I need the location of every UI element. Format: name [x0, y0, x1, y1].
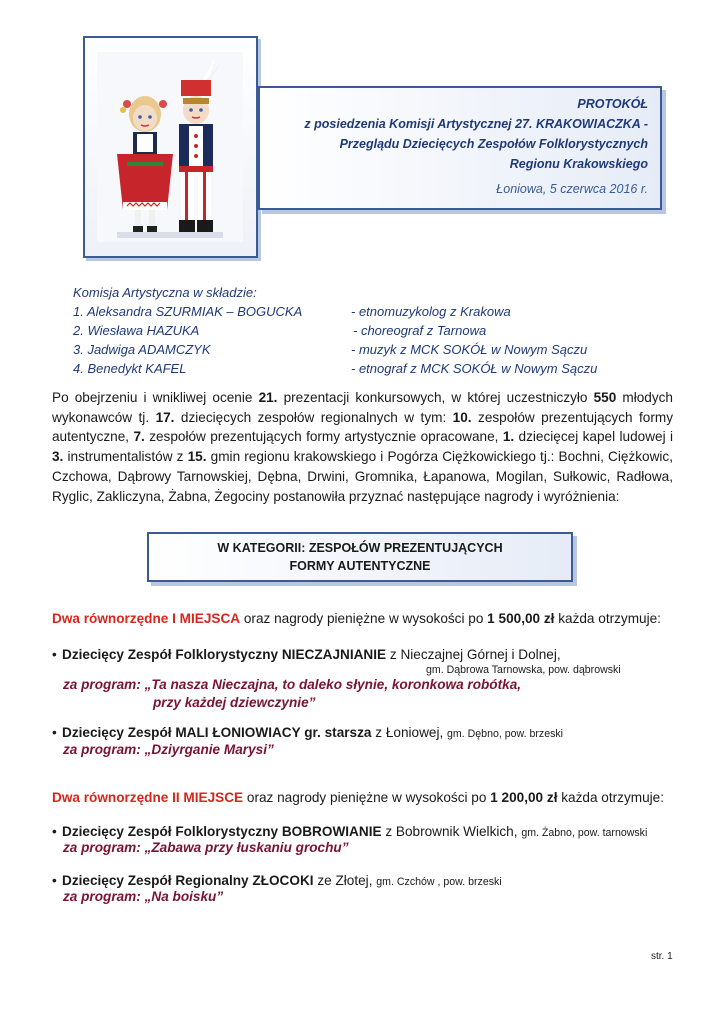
- member-name: 3. Jadwiga ADAMCZYK: [73, 342, 211, 357]
- category-box: [147, 532, 573, 582]
- count-bands: 1.: [502, 429, 515, 445]
- protocol-subtitle-line-1: z posiedzenia Komisji Artystycznej 27. KRAKOWIACZKA -: [304, 117, 648, 131]
- program-title-continued: przy każdej dziewczynie”: [153, 695, 316, 710]
- protocol-subtitle-line-2: Przeglądu Dziecięcych Zespołów Folklorystycznych: [339, 137, 648, 151]
- count-presentations: 21.: [258, 390, 278, 405]
- group-name: Dziecięcy Zespół Folklorystyczny NIECZAJNIANIE: [62, 647, 387, 662]
- protocol-title: PROTOKÓŁ: [577, 97, 648, 111]
- prize-label: Dwa równorzędne I MIEJSCA: [52, 611, 241, 626]
- group-name: Dziecięcy Zespół Folklorystyczny BOBROWIANIE: [62, 824, 382, 839]
- group-location: gm. Dąbrowa Tarnowska, pow. dąbrowski: [426, 664, 621, 676]
- entry-bobrowianie: • Dziecięcy Zespół Folklorystyczny BOBROWIANIE z Bobrownik Wielkich, gm. Żabno, pow. tarnowski: [52, 824, 648, 839]
- prize-second-place: Dwa równorzędne II MIEJSCE oraz nagrody pieniężne w wysokości po 1 200,00 zł każda otrzymuje:: [52, 790, 664, 805]
- protocol-subtitle-line-3: Regionu Krakowskiego: [509, 157, 648, 171]
- group-location: gm. Czchów , pow. brzeski: [376, 876, 502, 888]
- count-groups: 17.: [155, 409, 175, 425]
- intro-paragraph: Po obejrzeniu i wnikliwej ocenie 21. prezentacji konkursowych, w której uczestniczyło 550 młodych wykonawców tj. 17. dziecięcych zespołów regionalnych w tym: 10. zespołów prezentujących formy autentyczne, 7. zespołów prezentujących formy artystycznie opracowane, 1. dziecięcej kapel ludowej i 3. instrumentalistów z 15. gmin regionu krakowskiego i Pogórza Ciężkowickiego tj.: Bochni, Ciężkowic, Czchowa, Dąbrowy Tarnowskiej, Dębna, Drwini, Gromnika, Łapanowa, Mogilan, Sułkowic, Radłowa, Ryglic, Zakliczyna, Żabna, Żegociny postanowiła przyznać następujące nagrody i wyróżnienia:: [52, 390, 674, 504]
- prize-label: Dwa równorzędne II MIEJSCE: [52, 790, 244, 805]
- prize-amount: 1 200,00 zł: [490, 790, 558, 805]
- count-authentic: 10.: [452, 409, 472, 425]
- count-performers: 550: [593, 390, 617, 405]
- program-title: za program: „Dziyrganie Marysi”: [63, 742, 274, 757]
- group-name: Dziecięcy Zespół Regionalny ZŁOCOKI: [62, 873, 314, 888]
- category-line-1: W KATEGORII: ZESPOŁÓW PREZENTUJĄCYCH: [217, 541, 503, 555]
- count-communes: 15.: [187, 449, 207, 465]
- entry-nieczajnianie: • Dziecięcy Zespół Folklorystyczny NIECZAJNIANIE z Nieczajnej Górnej i Dolnej,: [52, 647, 561, 662]
- prize-amount: 1 500,00 zł: [487, 611, 555, 626]
- member-role: - etnomuzykolog z Krakowa: [351, 304, 511, 319]
- entry-mali-loniowiacy: • Dziecięcy Zespół MALI ŁONIOWIACY gr. starsza z Łoniowej, gm. Dębno, pow. brzeski: [52, 725, 564, 740]
- count-instrumentalists: 3.: [52, 449, 64, 465]
- category-line-2: FORMY AUTENTYCZNE: [289, 559, 431, 573]
- page-number: str. 1: [651, 951, 673, 962]
- program-title: za program: „Na boisku”: [63, 889, 224, 904]
- group-name: Dziecięcy Zespół MALI ŁONIOWIACY gr. starsza: [62, 725, 372, 740]
- photo-frame: [83, 36, 258, 258]
- program-title: za program: „Zabawa przy łuskaniu grochu”: [63, 840, 349, 855]
- member-role: - choreograf z Tarnowa: [353, 323, 487, 338]
- member-role: - muzyk z MCK SOKÓŁ w Nowym Sączu: [351, 342, 588, 357]
- group-location: gm. Dębno, pow. brzeski: [447, 728, 564, 740]
- group-location: gm. Żabno, pow. tarnowski: [521, 827, 648, 839]
- dolls-photo: [97, 52, 243, 242]
- entry-zlocoki: • Dziecięcy Zespół Regionalny ZŁOCOKI ze Złotej, gm. Czchów , pow. brzeski: [52, 873, 502, 888]
- program-title: za program: „Ta nasza Nieczajna, to daleko słynie, koronkowa robótka,: [63, 677, 522, 692]
- member-role: - etnograf z MCK SOKÓŁ w Nowym Sączu: [351, 361, 598, 376]
- member-name: 4. Benedykt KAFEL: [73, 361, 187, 376]
- count-artistic: 7.: [133, 429, 145, 445]
- dolls-illustration: [97, 52, 243, 242]
- protocol-header-box: [258, 86, 662, 210]
- prize-first-place: Dwa równorzędne I MIEJSCA oraz nagrody pieniężne w wysokości po 1 500,00 zł każda otrzymuje:: [52, 611, 661, 626]
- member-name: 1. Aleksandra SZURMIAK – BOGUCKA: [73, 304, 303, 319]
- member-name: 2. Wiesława HAZUKA: [73, 323, 200, 338]
- protocol-date: Łoniowa, 5 czerwca 2016 r.: [496, 182, 648, 196]
